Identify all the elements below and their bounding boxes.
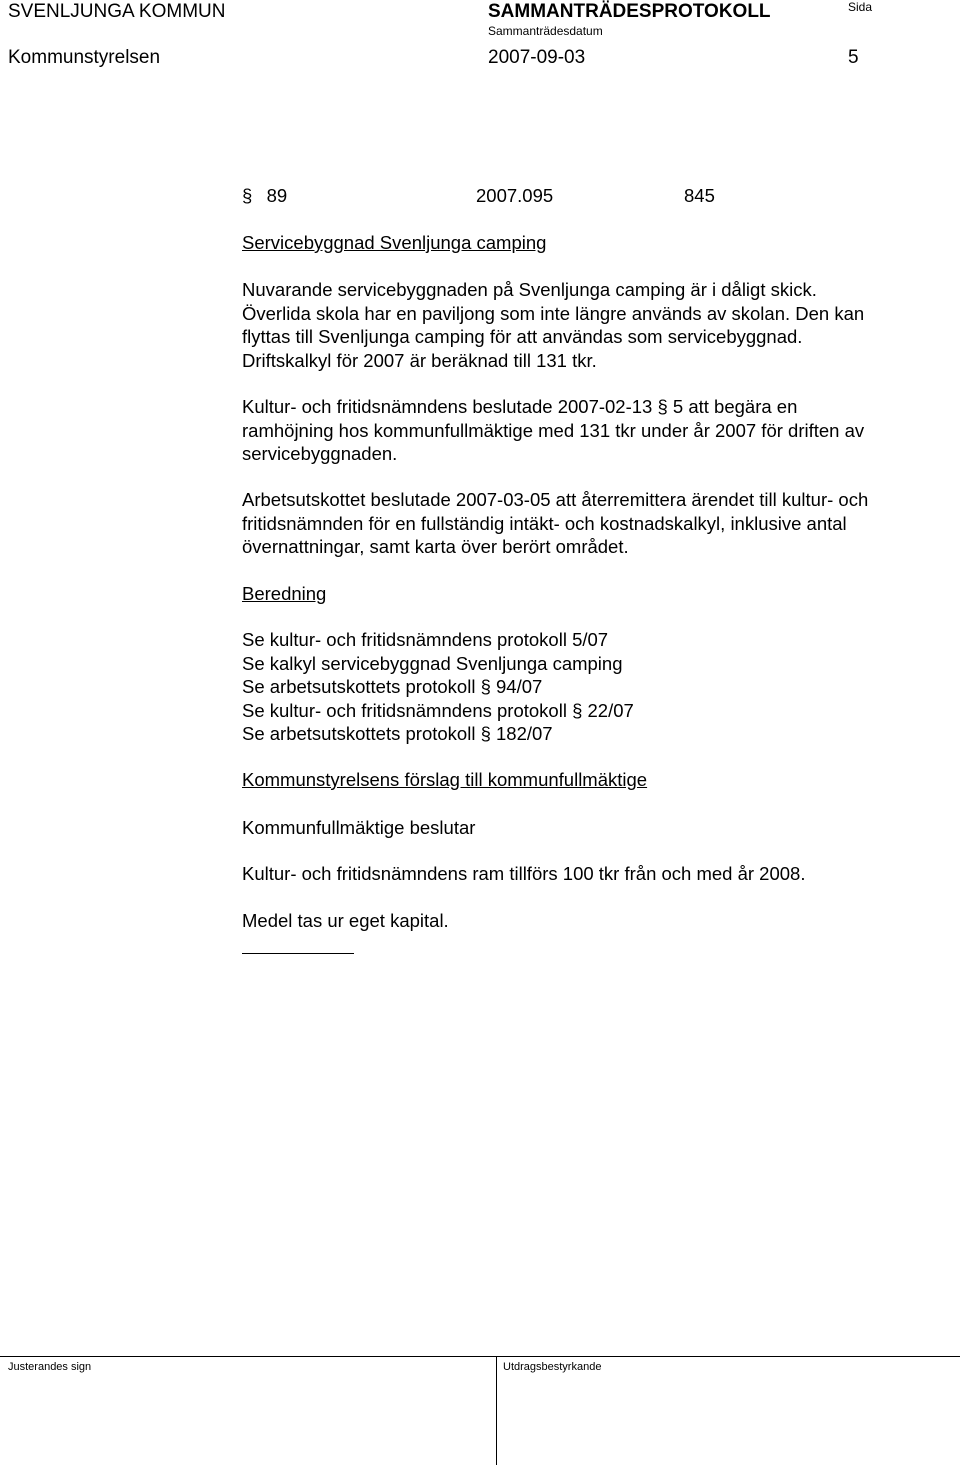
paragraph-line: Arbetsutskottet beslutade 2007-03-05 att återremittera ärendet till kultur- och	[242, 489, 869, 510]
list-item: Se arbetsutskottets protokoll § 182/07	[242, 723, 553, 744]
case-title: Servicebyggnad Svenljunga camping	[242, 232, 547, 253]
utdragsbestyrkande-label: Utdragsbestyrkande	[503, 1361, 602, 1373]
paragraph-line: Överlida skola har en paviljong som inte längre används av skolan. Den kan	[242, 302, 865, 324]
page-label: Sida	[848, 0, 873, 14]
footer-divider	[496, 1356, 497, 1465]
decision-item: Kultur- och fritidsnämndens ram tillförs 100 tkr från och med år 2008.	[242, 863, 806, 884]
footer-top-rule	[0, 1356, 960, 1357]
paragraph-background	[242, 278, 942, 372]
decision-item: Medel tas ur eget kapital.	[242, 910, 449, 931]
document-type: SAMMANTRÄDESPROTOKOLL	[488, 1, 771, 22]
end-rule	[242, 953, 354, 954]
beredning-heading: Beredning	[242, 583, 327, 604]
paragraph-line: Driftskalkyl för 2007 är beräknad till 131 tkr.	[242, 349, 597, 371]
proposal-heading: Kommunstyrelsens förslag till kommunfullmäktige	[242, 769, 648, 790]
paragraph-au-decision	[242, 488, 942, 559]
paragraph-line: fritidsnämnden för en fullständig intäkt- och kostnadskalkyl, inklusive antal	[242, 512, 847, 534]
page-number: 5	[848, 47, 859, 68]
list-item: Se kalkyl servicebyggnad Svenljunga camping	[242, 652, 623, 674]
paragraph-line: flyttas till Svenljunga camping för att användas som servicebyggnad.	[242, 326, 803, 347]
archive-code: 845	[684, 185, 715, 206]
proposal-subheading: Kommunfullmäktige beslutar	[242, 817, 476, 838]
paragraph-line: Nuvarande servicebyggnaden på Svenljunga camping är i dåligt skick.	[242, 279, 817, 300]
committee-name: Kommunstyrelsen	[8, 47, 161, 68]
paragraph-line: ramhöjning hos kommunfullmäktige med 131 tkr under år 2007 för driften av	[242, 419, 865, 441]
meeting-date: 2007-09-03	[488, 47, 586, 68]
list-item: Se kultur- och fritidsnämndens protokoll 5/07	[242, 629, 609, 650]
paragraph-committee-decision	[242, 395, 942, 466]
case-number	[242, 184, 287, 208]
paragraph-line: övernattningar, samt karta över berört området.	[242, 536, 629, 557]
municipality-name: SVENLJUNGA KOMMUN	[8, 1, 226, 22]
list-item: Se arbetsutskottets protokoll § 94/07	[242, 676, 543, 697]
paragraph-line: Kultur- och fritidsnämndens beslutade 2007-02-13 § 5 att begära en	[242, 396, 798, 417]
list-item: Se kultur- och fritidsnämndens protokoll § 22/07	[242, 699, 634, 721]
section-symbol: §	[242, 185, 253, 206]
diary-number: 2007.095	[476, 185, 554, 206]
section-number: 89	[266, 185, 288, 206]
date-label: Sammanträdesdatum	[488, 24, 603, 38]
beredning-list	[242, 628, 942, 746]
justerandes-sign-label: Justerandes sign	[8, 1361, 92, 1373]
paragraph-line: servicebyggnaden.	[242, 443, 398, 464]
